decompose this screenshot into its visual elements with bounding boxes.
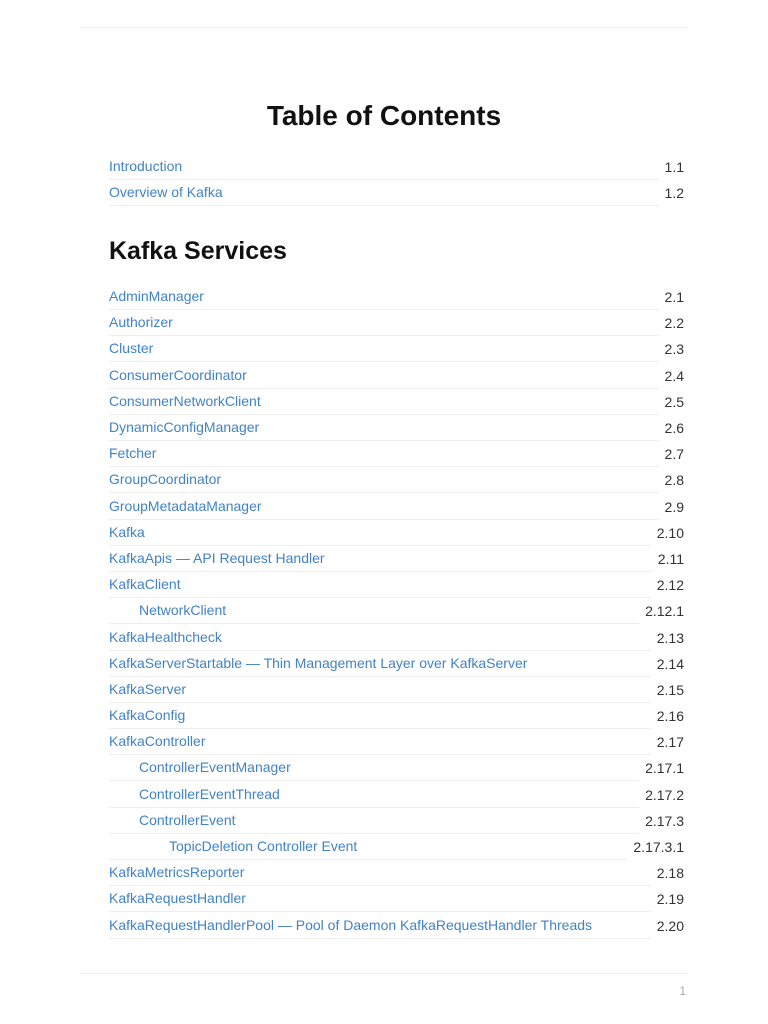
- toc-entry-link[interactable]: ControllerEventThread: [109, 782, 639, 808]
- toc-subentry[interactable]: [109, 782, 684, 808]
- toc-entry-number: 1.1: [664, 159, 684, 176]
- toc-entry-number: 2.14: [656, 655, 684, 672]
- toc-entry-number: 2.12: [656, 577, 684, 594]
- toc-entry[interactable]: [109, 467, 684, 493]
- toc-entry-number: 2.11: [657, 550, 684, 567]
- toc-entry-link[interactable]: KafkaRequestHandlerPool — Pool of Daemon KafkaRequestHandler Threads: [109, 913, 651, 939]
- toc-entry-link[interactable]: TopicDeletion Controller Event: [109, 834, 627, 860]
- bottom-divider: [80, 973, 688, 974]
- toc-entry-number: 2.17.2: [645, 786, 684, 803]
- toc-entry-link[interactable]: Introduction: [109, 154, 659, 180]
- section-heading: Kafka Services: [109, 237, 287, 265]
- toc-entry[interactable]: [109, 572, 684, 598]
- toc-entry-number: 2.9: [664, 498, 684, 515]
- page-number: 1: [679, 984, 686, 998]
- toc-entry-link[interactable]: KafkaServerStartable — Thin Management Layer over KafkaServer: [109, 651, 651, 677]
- toc-entry-link[interactable]: GroupCoordinator: [109, 467, 659, 493]
- toc-entry-number: 1.2: [664, 185, 684, 202]
- toc-subentry[interactable]: [109, 808, 684, 834]
- page-title: Table of Contents: [266, 100, 502, 131]
- toc-entry[interactable]: [109, 886, 684, 912]
- toc-entry-number: 2.17.1: [645, 760, 684, 777]
- toc-entry[interactable]: [109, 860, 684, 886]
- toc-entry[interactable]: [109, 363, 684, 389]
- toc-entry-link[interactable]: KafkaClient: [109, 572, 651, 598]
- toc-services-list: [109, 284, 684, 939]
- toc-entry-link[interactable]: GroupMetadataManager: [109, 494, 659, 520]
- top-divider: [80, 27, 688, 28]
- toc-entry-number: 2.7: [664, 446, 684, 463]
- toc-entry-link[interactable]: Fetcher: [109, 441, 659, 467]
- toc-entry[interactable]: [109, 703, 684, 729]
- toc-intro-list: [109, 154, 684, 206]
- toc-entry-number: 2.6: [664, 420, 684, 437]
- toc-entry-link[interactable]: KafkaApis — API Request Handler: [109, 546, 652, 572]
- toc-entry-number: 2.5: [664, 393, 684, 410]
- toc-entry-link[interactable]: Authorizer: [109, 310, 659, 336]
- toc-entry-link[interactable]: DynamicConfigManager: [109, 415, 659, 441]
- toc-entry-number: 2.3: [664, 341, 684, 358]
- toc-entry[interactable]: [109, 651, 684, 677]
- toc-entry-link[interactable]: AdminManager: [109, 284, 659, 310]
- toc-entry-link[interactable]: KafkaRequestHandler: [109, 886, 651, 912]
- toc-entry-number: 2.17: [656, 734, 684, 751]
- toc-entry-number: 2.12.1: [645, 603, 684, 620]
- toc-entry[interactable]: [109, 494, 684, 520]
- toc-entry-number: 2.19: [656, 891, 684, 908]
- toc-entry-link[interactable]: KafkaHealthcheck: [109, 625, 651, 651]
- toc-entry-number: 2.13: [656, 629, 684, 646]
- toc-entry-number: 2.10: [656, 524, 684, 541]
- toc-entry-number: 2.15: [656, 681, 684, 698]
- toc-entry-number: 2.1: [664, 289, 684, 306]
- toc-entry-number: 2.18: [656, 865, 684, 882]
- toc-entry[interactable]: [109, 284, 684, 310]
- toc-entry-number: 2.4: [664, 367, 684, 384]
- toc-entry[interactable]: [109, 180, 684, 206]
- toc-entry-link[interactable]: Overview of Kafka: [109, 180, 659, 206]
- toc-entry[interactable]: [109, 441, 684, 467]
- toc-entry-link[interactable]: Cluster: [109, 336, 659, 362]
- toc-entry[interactable]: [109, 677, 684, 703]
- toc-entry-link[interactable]: ControllerEventManager: [109, 755, 639, 781]
- toc-entry[interactable]: [109, 520, 684, 546]
- toc-subentry[interactable]: [109, 755, 684, 781]
- toc-entry-link[interactable]: ConsumerNetworkClient: [109, 389, 659, 415]
- toc-entry-link[interactable]: NetworkClient: [109, 598, 639, 624]
- toc-subsubentry[interactable]: [109, 834, 684, 860]
- toc-entry[interactable]: [109, 624, 684, 650]
- toc-entry[interactable]: [109, 415, 684, 441]
- toc-entry-number: 2.2: [664, 315, 684, 332]
- toc-entry-link[interactable]: ConsumerCoordinator: [109, 363, 659, 389]
- toc-entry-link[interactable]: Kafka: [109, 520, 651, 546]
- toc-entry[interactable]: [109, 336, 684, 362]
- toc-entry[interactable]: [109, 154, 684, 180]
- toc-entry-link[interactable]: KafkaMetricsReporter: [109, 860, 651, 886]
- toc-entry-link[interactable]: KafkaController: [109, 729, 651, 755]
- toc-entry[interactable]: [109, 913, 684, 939]
- toc-entry[interactable]: [109, 389, 684, 415]
- toc-entry-number: 2.17.3.1: [633, 839, 684, 856]
- toc-entry-number: 2.8: [664, 472, 684, 489]
- toc-subentry[interactable]: [109, 598, 684, 624]
- toc-entry[interactable]: [109, 729, 684, 755]
- toc-entry-number: 2.20: [656, 917, 684, 934]
- toc-entry-link[interactable]: KafkaConfig: [109, 703, 651, 729]
- toc-entry[interactable]: [109, 546, 684, 572]
- toc-entry-link[interactable]: ControllerEvent: [109, 808, 639, 834]
- toc-entry[interactable]: [109, 310, 684, 336]
- toc-entry-number: 2.16: [656, 708, 684, 725]
- toc-entry-link[interactable]: KafkaServer: [109, 677, 651, 703]
- toc-entry-number: 2.17.3: [645, 812, 684, 829]
